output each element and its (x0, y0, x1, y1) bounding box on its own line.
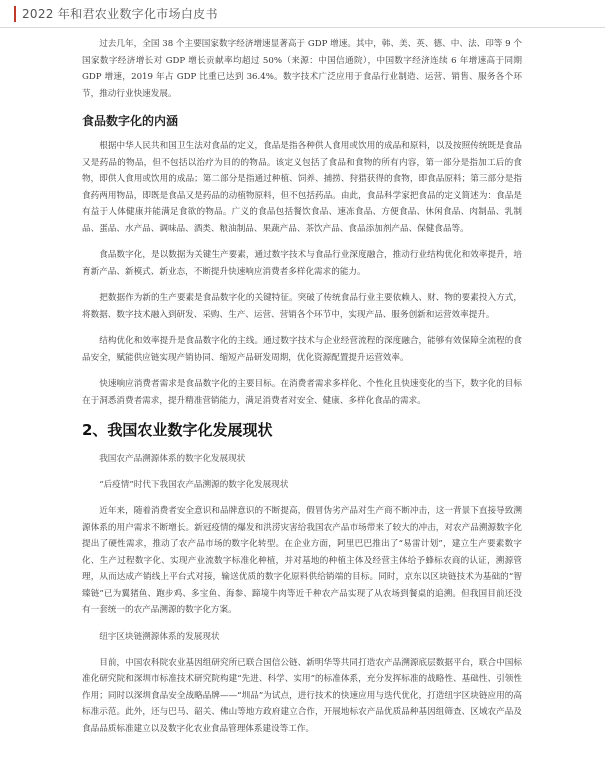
header-accent-bar (14, 6, 16, 22)
subheading: “后疫情”时代下我国农产品溯源的数字化发展现状 (99, 480, 289, 490)
subheading: 纽宇区块链溯源体系的发展现状 (99, 631, 220, 642)
section-heading-food-digitalization: 食品数字化的内涵 (82, 114, 179, 128)
body-paragraph: 把数据作为新的生产要素是食品数字化的关键特征。突破了传统食品行业主要依赖人、财、物的要素投入方式，将数据、数字技术融入到研发、采购、生产、运营、营销各个环节中，实现产品、服务创新和运营效率提升。 (82, 293, 522, 320)
body-paragraph: 目前，中国农科院农业基因组研究所已联合国信公链、新明华等共同打造农产品溯源底层数据平台，联合中国标准化研究院和深圳市标准技术研究院构建“先进、科学、实用”的标准体系，充分发挥标准的战略性、基础性、引领性作用；同时以深圳食品安全战略品牌——“圳品”为试点，进行技术的快速应用与迭代优化，打造纽宇区块链应用的高标准示范。此外，还与巴马、韶关、佛山等地方政府建立合作，开展地标农产品优质品种基因组筛查、区域农产品及食品品质标准建立以及数字化农业食品管理体系建设等工作。 (82, 657, 522, 734)
document-body (82, 36, 522, 747)
body-paragraph: 食品数字化，是以数据为关键生产要素，通过数字技术与食品行业深度融合，推动行业结构优化和效率提升，培育新产品、新模式、新业态，不断提升快速响应消费者多样化需求的能力。 (82, 250, 522, 277)
header-title: 2022 年和君农业数字化市场白皮书 (22, 7, 218, 21)
body-paragraph: 快速响应消费者需求是食品数字化的主要目标。在消费者需求多样化、个性化且快速变化的当下，数字化的目标在于洞悉消费者需求，提升精准营销能力，满足消费者对安全、健康、多样化食品的需求。 (82, 379, 522, 406)
page-header (0, 0, 605, 28)
intro-paragraph: 过去几年，全国 38 个主要国家数字经济增速显著高于 GDP 增速。其中，韩、美、英、德、中、法、印等 9 个国家数字经济增长对 GDP 增长贡献率均超过 50%（来源：中国信通院），中国数字经济连续 6 年增速高于同期 GDP 增速，2019 年占 GDP 比重已达到 36.4%。数字技术广泛应用于食品行业制造、运营、销售、服务各个环节，推动行业快速发展。 (82, 39, 522, 99)
body-paragraph: 根据中华人民共和国卫生法对食品的定义，食品是指各种供人食用或饮用的成品和原料，以及按照传统既是食品又是药品的物品，但不包括以治疗为目的的物品。该定义包括了食品和食物的所有内容，第一部分是指加工后的食物，即供人食用或饮用的成品；第二部分是指通过种植、饲养、捕捞、狩猎获得的食物，即食品原料；第三部分是指食药两用物品，即既是食品又是药品的动植物原料，但不包括药品。由此，食品科学家把食品的定义简述为：食品是有益于人体健康并能满足食欲的物品。广义的食品包括餐饮食品、速冻食品、方便食品、休闲食品、肉制品、乳制品、蛋品、水产品、调味品、酒类、粮油制品、果蔬产品、茶饮产品、食品添加剂产品、保健食品等。 (82, 141, 522, 234)
chapter-heading: 2、我国农业数字化发展现状 (82, 421, 273, 439)
body-paragraph: 近年来，随着消费者安全意识和品牌意识的不断提高，假冒伪劣产品对生产商不断冲击，这一背景下直接导致溯源体系的用户需求不断增长。新冠疫情的爆发和洪涝灾害给我国农产品市场带来了较大的冲击，对农产品溯源数字化提出了硬性需求，推动了农产品市场的数字化转型。在企业方面，阿里巴巴推出了“易雷计划”，建立生产要素数字化、生产过程数字化、实现产业流数字标准化种植，并对基地的种植主体及经营主体给予蜂标农商的认证，溯源管理，从而达成产销线上平台式对接，输送优质的数字化原料供给销端的目标。同时，京东以区块链技术为基础的“智臻链”已为翼猪鱼、跑步鸡、多宝鱼、海参、蹄境牛肉等近千种农产品实现了从农场到餐桌的追溯。但我国目前还没有一套统一的农产品溯源的数字化方案。 (82, 506, 522, 615)
header-divider (0, 27, 605, 28)
body-paragraph: 结构优化和效率提升是食品数字化的主线。通过数字技术与企业经营流程的深度融合，能够有效保障全流程的食品安全，赋能供应链实现产销协同、缩短产品研发周期，优化资源配置提升运营效率。 (82, 336, 522, 363)
subheading: 我国农产品溯源体系的数字化发展现状 (99, 454, 246, 464)
